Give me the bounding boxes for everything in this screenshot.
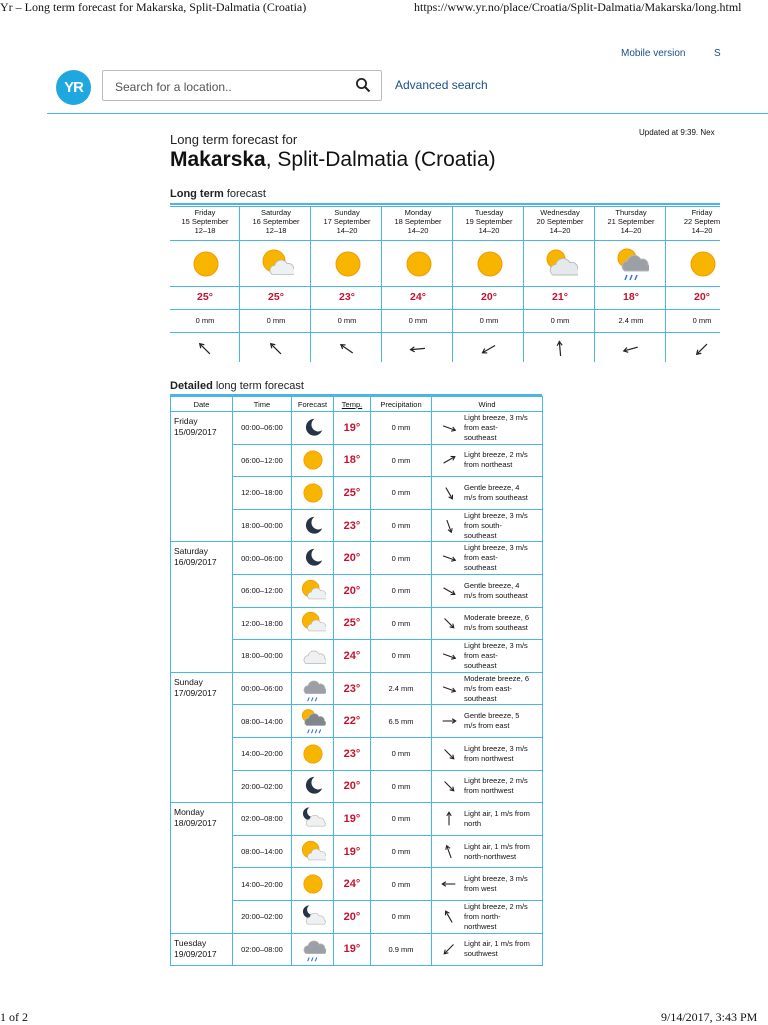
- partly-cloudy-icon: [300, 578, 326, 604]
- day-forecast-icon: [189, 247, 223, 281]
- temp-cell: 23°: [334, 509, 371, 542]
- print-header-url: https://www.yr.no/place/Croatia/Split-Dalmatia/Makarska/long.html: [414, 0, 742, 14]
- day-time: 14–20: [336, 226, 358, 235]
- page-lead: Long term forecast for: [170, 132, 298, 147]
- precip-cell: 0 mm: [371, 412, 432, 445]
- day-wind: [195, 339, 215, 359]
- moon-icon: [300, 415, 326, 441]
- time-cell: 14:00–20:00: [233, 737, 292, 770]
- wind-text: Light breeze, 3 m/s from east-southeast: [464, 412, 528, 442]
- wind-arrow-icon: [195, 339, 215, 359]
- day-precipitation: 0 mm: [479, 316, 499, 325]
- wind-arrow-icon: [440, 875, 458, 893]
- day-wind: [621, 339, 641, 359]
- forecast-cell: [292, 835, 334, 868]
- time-cell: 20:00–02:00: [233, 900, 292, 933]
- temp-cell: 20°: [334, 574, 371, 607]
- date-value: 18/09/2017: [174, 818, 217, 829]
- heavy-rain-icon: [300, 708, 326, 734]
- table-row: [171, 672, 543, 705]
- precip-cell: 6.5 mm: [371, 705, 432, 738]
- col-time: Time: [233, 397, 292, 412]
- day-date: 20 September: [536, 217, 584, 226]
- day-time: 14–20: [691, 226, 713, 235]
- wind-text: Moderate breeze, 6 m/s from southeast: [464, 613, 530, 633]
- forecast-cell: [292, 770, 334, 803]
- wind-arrow-icon: [440, 745, 458, 763]
- day-name: Thursday: [615, 208, 647, 217]
- day-date: 19 September: [465, 217, 513, 226]
- topbar-extra-link[interactable]: S: [714, 48, 721, 59]
- day-header: [241, 208, 311, 235]
- day-date: 22 Septem: [683, 217, 720, 226]
- temp-cell: 24°: [334, 640, 371, 673]
- wind-text: Gentle breeze, 5 m/s from east: [464, 711, 520, 731]
- wind-cell: [432, 542, 543, 575]
- day-header: [596, 208, 666, 235]
- print-footer-page: 1 of 2: [0, 1010, 28, 1024]
- time-cell: 08:00–14:00: [233, 705, 292, 738]
- day-column[interactable]: [667, 206, 720, 362]
- day-header: [312, 208, 382, 235]
- day-precipitation: 0 mm: [337, 316, 357, 325]
- precip-cell: 0 mm: [371, 770, 432, 803]
- day-header: [170, 208, 240, 235]
- wind-arrow-icon: [337, 339, 357, 359]
- day-precipitation: 2.4 mm: [618, 316, 644, 325]
- cloud-icon: [300, 643, 326, 669]
- date-day: Monday: [174, 807, 205, 818]
- day-temperature: 20°: [481, 291, 497, 303]
- grid-line: [170, 309, 720, 310]
- table-row: [171, 933, 543, 966]
- wind-arrow-icon: [692, 339, 712, 359]
- day-temperature: 23°: [339, 291, 355, 303]
- temp-cell: 22°: [334, 705, 371, 738]
- rain-icon: [300, 676, 326, 702]
- day-wind: [550, 339, 570, 359]
- date-cell: [171, 803, 233, 933]
- day-date: 21 September: [607, 217, 655, 226]
- precip-cell: 0.9 mm: [371, 933, 432, 966]
- sun-icon: [300, 480, 326, 506]
- forecast-cell: [292, 412, 334, 445]
- col-date: Date: [171, 397, 233, 412]
- precip-cell: 0 mm: [371, 509, 432, 542]
- sun-icon: [473, 247, 507, 281]
- temp-cell: 20°: [334, 770, 371, 803]
- wind-arrow-icon: [440, 647, 458, 665]
- day-wind: [337, 339, 357, 359]
- day-forecast-icon: [544, 247, 578, 281]
- wind-arrow-icon: [440, 582, 458, 600]
- moon-icon: [300, 545, 326, 571]
- precip-cell: 0 mm: [371, 444, 432, 477]
- wind-arrow-icon: [621, 339, 641, 359]
- day-temperature: 25°: [268, 291, 284, 303]
- temp-cell: 25°: [334, 607, 371, 640]
- forecast-cell: [292, 868, 334, 901]
- forecast-cell: [292, 737, 334, 770]
- date-cell: [171, 933, 233, 966]
- temp-cell: 19°: [334, 412, 371, 445]
- day-header: [454, 208, 524, 235]
- wind-arrow-icon: [479, 339, 499, 359]
- moon-icon: [300, 773, 326, 799]
- day-name: Tuesday: [474, 208, 504, 217]
- wind-text: Light breeze, 3 m/s from west: [464, 874, 528, 894]
- rain-icon: [300, 936, 326, 962]
- date-cell: [171, 412, 233, 542]
- precip-cell: 0 mm: [371, 477, 432, 510]
- wind-arrow-icon: [440, 484, 458, 502]
- table-row: [171, 412, 543, 445]
- day-name: Friday: [691, 208, 713, 217]
- advanced-search-link[interactable]: Advanced search: [395, 78, 488, 92]
- wind-arrow-icon: [440, 614, 458, 632]
- wind-text: Light air, 1 m/s from southwest: [464, 939, 530, 959]
- day-date: 16 September: [252, 217, 300, 226]
- partly-cloudy-icon: [300, 839, 326, 865]
- day-column[interactable]: [525, 206, 595, 362]
- temp-cell: 23°: [334, 672, 371, 705]
- temp-cell: 20°: [334, 542, 371, 575]
- wind-arrow-icon: [440, 419, 458, 437]
- header-divider: [47, 113, 768, 114]
- wind-cell: [432, 607, 543, 640]
- wind-arrow-icon: [550, 339, 570, 359]
- wind-arrow-icon: [440, 940, 458, 958]
- rain-showers-icon: [615, 247, 649, 281]
- day-column[interactable]: [241, 206, 311, 362]
- wind-cell: [432, 640, 543, 673]
- wind-cell: [432, 705, 543, 738]
- temp-cell: 24°: [334, 868, 371, 901]
- day-name: Saturday: [260, 208, 292, 217]
- wind-cell: [432, 412, 543, 445]
- day-forecast-icon: [260, 247, 294, 281]
- day-precipitation: 0 mm: [550, 316, 570, 325]
- day-name: Monday: [404, 208, 432, 217]
- wind-text: Light breeze, 2 m/s from northeast: [464, 450, 528, 470]
- time-cell: 00:00–06:00: [233, 542, 292, 575]
- day-forecast-icon: [402, 247, 436, 281]
- forecast-cell: [292, 640, 334, 673]
- precip-cell: 2.4 mm: [371, 672, 432, 705]
- day-date: 18 September: [394, 217, 442, 226]
- wind-cell: [432, 770, 543, 803]
- forecast-cell: [292, 509, 334, 542]
- wind-text: Light breeze, 2 m/s from north-northwest: [464, 901, 528, 931]
- time-cell: 18:00–00:00: [233, 640, 292, 673]
- sun-icon: [686, 247, 720, 281]
- forecast-cell: [292, 477, 334, 510]
- forecast-cell: [292, 672, 334, 705]
- wind-text: Moderate breeze, 6 m/s from east-southeast: [464, 673, 530, 703]
- moon-icon: [300, 513, 326, 539]
- grid-line: [170, 240, 720, 241]
- day-wind: [408, 339, 428, 359]
- day-time: 14–20: [478, 226, 500, 235]
- search-box: [102, 70, 382, 101]
- temp-cell: 20°: [334, 900, 371, 933]
- search-icon[interactable]: [355, 77, 371, 93]
- wind-cell: [432, 835, 543, 868]
- wind-arrow-icon: [266, 339, 286, 359]
- day-forecast-icon: [331, 247, 365, 281]
- detailed-forecast-table: [170, 396, 543, 966]
- wind-text: Light breeze, 2 m/s from northwest: [464, 776, 528, 796]
- time-cell: 14:00–20:00: [233, 868, 292, 901]
- long-term-heading-bold: Long term: [170, 188, 224, 200]
- temp-cell: 18°: [334, 444, 371, 477]
- day-column[interactable]: [454, 206, 524, 362]
- date-cell: [171, 542, 233, 672]
- grid-line: [170, 286, 720, 287]
- precip-cell: 0 mm: [371, 542, 432, 575]
- precip-cell: 0 mm: [371, 803, 432, 836]
- partly-cloudy-icon: [300, 610, 326, 636]
- detailed-heading-rest: long term forecast: [212, 380, 304, 392]
- day-column[interactable]: [170, 206, 240, 362]
- temp-cell: 19°: [334, 933, 371, 966]
- day-precipitation: 0 mm: [692, 316, 712, 325]
- table-header-row: [171, 397, 543, 412]
- col-temp-sort[interactable]: Temp.: [334, 397, 371, 412]
- date-day: Friday: [174, 416, 198, 426]
- precip-cell: 0 mm: [371, 607, 432, 640]
- wind-arrow-icon: [440, 517, 458, 535]
- precip-cell: 0 mm: [371, 900, 432, 933]
- wind-arrow-icon: [440, 777, 458, 795]
- place-name: Makarska: [170, 148, 266, 171]
- time-cell: 12:00–18:00: [233, 607, 292, 640]
- print-footer-date: 9/14/2017, 3:43 PM: [661, 1010, 758, 1024]
- precip-cell: 0 mm: [371, 640, 432, 673]
- wind-cell: [432, 868, 543, 901]
- wind-cell: [432, 803, 543, 836]
- wind-arrow-icon: [440, 712, 458, 730]
- wind-text: Gentle breeze, 4 m/s from southeast: [464, 580, 528, 600]
- temp-cell: 19°: [334, 835, 371, 868]
- time-cell: 00:00–06:00: [233, 672, 292, 705]
- time-cell: 08:00–14:00: [233, 835, 292, 868]
- detailed-heading: [170, 380, 304, 392]
- wind-cell: [432, 737, 543, 770]
- forecast-cell: [292, 803, 334, 836]
- wind-cell: [432, 900, 543, 933]
- wind-cell: [432, 444, 543, 477]
- partly-cloudy-night-icon: [300, 806, 326, 832]
- day-column[interactable]: [312, 206, 382, 362]
- wind-arrow-icon: [408, 339, 428, 359]
- wind-cell: [432, 933, 543, 966]
- sun-icon: [402, 247, 436, 281]
- day-time: 14–20: [620, 226, 642, 235]
- day-precipitation: 0 mm: [408, 316, 428, 325]
- forecast-cell: [292, 574, 334, 607]
- forecast-cell: [292, 607, 334, 640]
- partly-cloudy-icon: [260, 247, 294, 281]
- time-cell: 18:00–00:00: [233, 509, 292, 542]
- time-cell: 12:00–18:00: [233, 477, 292, 510]
- wind-cell: [432, 672, 543, 705]
- day-time: 12–18: [265, 226, 287, 235]
- precip-cell: 0 mm: [371, 835, 432, 868]
- day-forecast-icon: [473, 247, 507, 281]
- page-title: [170, 148, 496, 172]
- date-value: 16/09/2017: [174, 557, 217, 568]
- date-day: Saturday: [174, 546, 209, 557]
- day-time: 12–18: [194, 226, 216, 235]
- day-precipitation: 0 mm: [266, 316, 286, 325]
- day-header: [525, 208, 595, 235]
- time-cell: 20:00–02:00: [233, 770, 292, 803]
- day-name: Wednesday: [540, 208, 580, 217]
- day-name: Sunday: [334, 208, 360, 217]
- updated-text: Updated at 9:39. Nex: [639, 128, 715, 137]
- cloudy-icon: [544, 247, 578, 281]
- col-wind: Wind: [432, 397, 543, 412]
- day-date: 15 September: [181, 217, 229, 226]
- long-term-heading: [170, 188, 266, 200]
- table-row: [171, 542, 543, 575]
- wind-text: Light air, 1 m/s from north: [464, 808, 530, 828]
- day-temperature: 25°: [197, 291, 213, 303]
- wind-cell: [432, 477, 543, 510]
- sun-icon: [189, 247, 223, 281]
- date-value: 15/09/2017: [174, 427, 217, 437]
- wind-arrow-icon: [440, 549, 458, 567]
- day-temperature: 21°: [552, 291, 568, 303]
- wind-cell: [432, 574, 543, 607]
- precip-cell: 0 mm: [371, 574, 432, 607]
- sun-icon: [300, 447, 326, 473]
- wind-arrow-icon: [440, 843, 458, 861]
- wind-text: Light breeze, 3 m/s from east-southeast: [464, 543, 528, 573]
- place-region: , Split-Dalmatia (Croatia): [265, 148, 496, 171]
- sun-icon: [331, 247, 365, 281]
- long-term-grid: [170, 206, 720, 362]
- day-header: [383, 208, 453, 235]
- day-wind: [266, 339, 286, 359]
- col-forecast: Forecast: [292, 397, 334, 412]
- grid-line: [170, 206, 720, 207]
- col-precipitation: Precipitation: [371, 397, 432, 412]
- day-temperature: 18°: [623, 291, 639, 303]
- precip-cell: 0 mm: [371, 737, 432, 770]
- date-day: Tuesday: [174, 937, 207, 948]
- wind-text: Light breeze, 3 m/s from northwest: [464, 743, 528, 763]
- day-temperature: 24°: [410, 291, 426, 303]
- wind-arrow-icon: [440, 810, 458, 828]
- detailed-heading-bold: Detailed: [170, 380, 213, 392]
- day-forecast-icon: [615, 247, 649, 281]
- time-cell: 02:00–08:00: [233, 933, 292, 966]
- wind-arrow-icon: [440, 908, 458, 926]
- wind-arrow-icon: [440, 451, 458, 469]
- day-precipitation: 0 mm: [195, 316, 215, 325]
- print-header-title: Yr – Long term forecast for Makarska, Split-Dalmatia (Croatia): [0, 0, 307, 14]
- wind-text: Light breeze, 3 m/s from south-southeast: [464, 510, 528, 540]
- temp-cell: 19°: [334, 803, 371, 836]
- day-forecast-icon: [686, 247, 720, 281]
- time-cell: 06:00–12:00: [233, 444, 292, 477]
- wind-text: Light breeze, 3 m/s from east-southeast: [464, 640, 528, 670]
- forecast-cell: [292, 444, 334, 477]
- day-wind: [692, 339, 712, 359]
- day-name: Friday: [194, 208, 216, 217]
- forecast-cell: [292, 705, 334, 738]
- day-date: 17 September: [323, 217, 371, 226]
- day-temperature: 20°: [694, 291, 710, 303]
- wind-arrow-icon: [440, 680, 458, 698]
- date-value: 17/09/2017: [174, 687, 217, 698]
- day-time: 14–20: [407, 226, 429, 235]
- search-input[interactable]: [113, 77, 347, 97]
- wind-text: Gentle breeze, 4 m/s from southeast: [464, 482, 528, 502]
- date-day: Sunday: [174, 676, 203, 687]
- date-value: 19/09/2017: [174, 948, 217, 959]
- long-term-heading-rest: forecast: [223, 188, 266, 200]
- day-header: [667, 208, 720, 235]
- long-term-rule: [170, 203, 720, 205]
- forecast-cell: [292, 933, 334, 966]
- forecast-cell: [292, 900, 334, 933]
- temp-cell: 25°: [334, 477, 371, 510]
- day-time: 14–20: [549, 226, 571, 235]
- sun-icon: [300, 741, 326, 767]
- time-cell: 00:00–06:00: [233, 412, 292, 445]
- date-cell: [171, 672, 233, 802]
- precip-cell: 0 mm: [371, 868, 432, 901]
- time-cell: 06:00–12:00: [233, 574, 292, 607]
- day-column[interactable]: [596, 206, 666, 362]
- day-column[interactable]: [383, 206, 453, 362]
- grid-line: [170, 332, 720, 333]
- sun-icon: [300, 871, 326, 897]
- temp-cell: 23°: [334, 737, 371, 770]
- wind-cell: [432, 509, 543, 542]
- time-cell: 02:00–08:00: [233, 803, 292, 836]
- day-wind: [479, 339, 499, 359]
- forecast-cell: [292, 542, 334, 575]
- partly-cloudy-night-icon: [300, 904, 326, 930]
- mobile-version-link[interactable]: Mobile version: [621, 48, 686, 59]
- table-row: [171, 803, 543, 836]
- yr-logo[interactable]: YR: [56, 70, 91, 105]
- wind-text: Light air, 1 m/s from north-northwest: [464, 841, 530, 861]
